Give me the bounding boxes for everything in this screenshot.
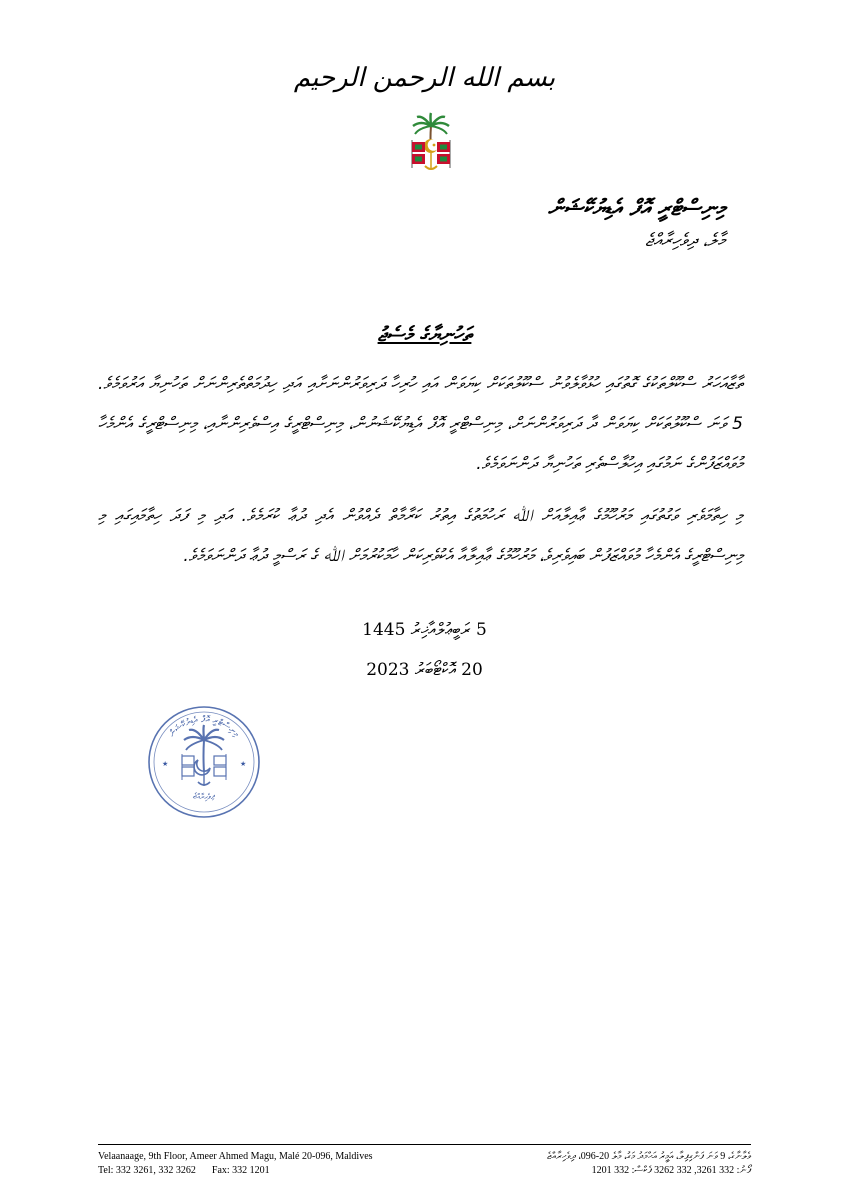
footer-address-en: Velaanaage, 9th Floor, Ameer Ahmed Magu, Malé 20-096, Maldives [98,1151,373,1162]
footer-address-dv: ވެލާނާގެ، 9 ވަނަ ފަންގިފިލާ، އަމީރު އަޙްމަދު މަގު، މާލެ 20-096، ދިވެހިރާއްޖެ [547,1151,751,1162]
document-title: ތަހުނިޔާގެ މެސެޖު [377,322,472,346]
organization-city: މާލެ، ދިވެހިރާއްޖެ [645,230,725,251]
footer-contact-dv: ފޯނު: 332 3261, 332 3262 ފެކްސް: 332 1201 [591,1165,751,1176]
official-seal-icon [146,704,262,820]
basmala-calligraphy: بسم الله الرحمن الرحيم [293,63,556,93]
message-paragraph: ތާޒާއަހަރު ސްކޫލްތަކުގެ ގޮތުގައި ހުޅުވާލެވުނު ސްކޫލުތަކަށް ކިޔަވަން އައި ހުރިހާ ދަރިވަރުންނަށާއި އަދި ހިދުމަތްތެރިންނަށް ތަހުނިޔާ އަރުވަމެވެ. 5 ވަނަ ސްކޫލުތަކަށް ކިޔަވަން ދާ ދަރިވަރުންނަށް، މިނިސްޓްރީ އޮފް އެޑިޔުކޭޝަނުން، މިނިސްޓްރީގެ އިސްވެރިންނާއި، މިނިސްޓްރީގެ އެންމެހާ މުވައްޒަފުންގެ ނަމުގައި އިހުލާސްތެރި ތަހުނިޔާ ދަންނަވަމެވެ. [98,374,743,474]
footer-contact-en [98,1164,373,1178]
gregorian-date: 20 އޮކްޓޯބަރު 2023 [366,660,483,680]
svg-text:ދިވެހިރާއްޖެ [192,791,216,802]
organization-name: މިނިސްޓްރީ އޮފް އެޑިޔުކޭޝަން [547,196,725,221]
footer-divider [98,1144,751,1145]
state-emblem-icon [403,112,459,174]
seal-top-text: މިނިސްޓްރީ އޮފް އެޑިޔުކޭޝަން [167,714,241,740]
footer-fax-en: Fax: 332 1201 [211,1165,270,1176]
footer-tel-en: Tel: 332 3261, 332 3262 [98,1165,196,1176]
hijri-date: 5 ރަބީޢުލްއާޚިރު 1445 [362,620,487,640]
footer-english [98,1150,373,1178]
message-paragraph: މި ހިތާމަވެރި ވަގުތުގައި މަރުހޫމުގެ ޢާއިލާއަށް ﷲ ރަހުމަތުގެ އިތުރު ކަރާމާތް ދެއްވުން އެދި ދުޢާ ކުރަމެވެ. އަދި މި ފަދަ ހިތާމައިގައި މި މިނިސްޓްރީގެ އެންމެހާ މުވައްޒަފުން ބައިވެރިވެ، މަރުހޫމުގެ ޢާއިލާއާ އެކުވެރިކަން ހާމަކުރުމަށް ﷲ ގެ ރަސްމީ ދުޢާ ދަންނަވަމެވެ. [98,506,743,566]
seal-bottom-text: ދިވެހިރާއްޖެ [192,791,216,802]
svg-text:★: ★ [162,760,169,768]
svg-text:★: ★ [240,760,247,768]
footer-dhivehi [547,1150,751,1178]
